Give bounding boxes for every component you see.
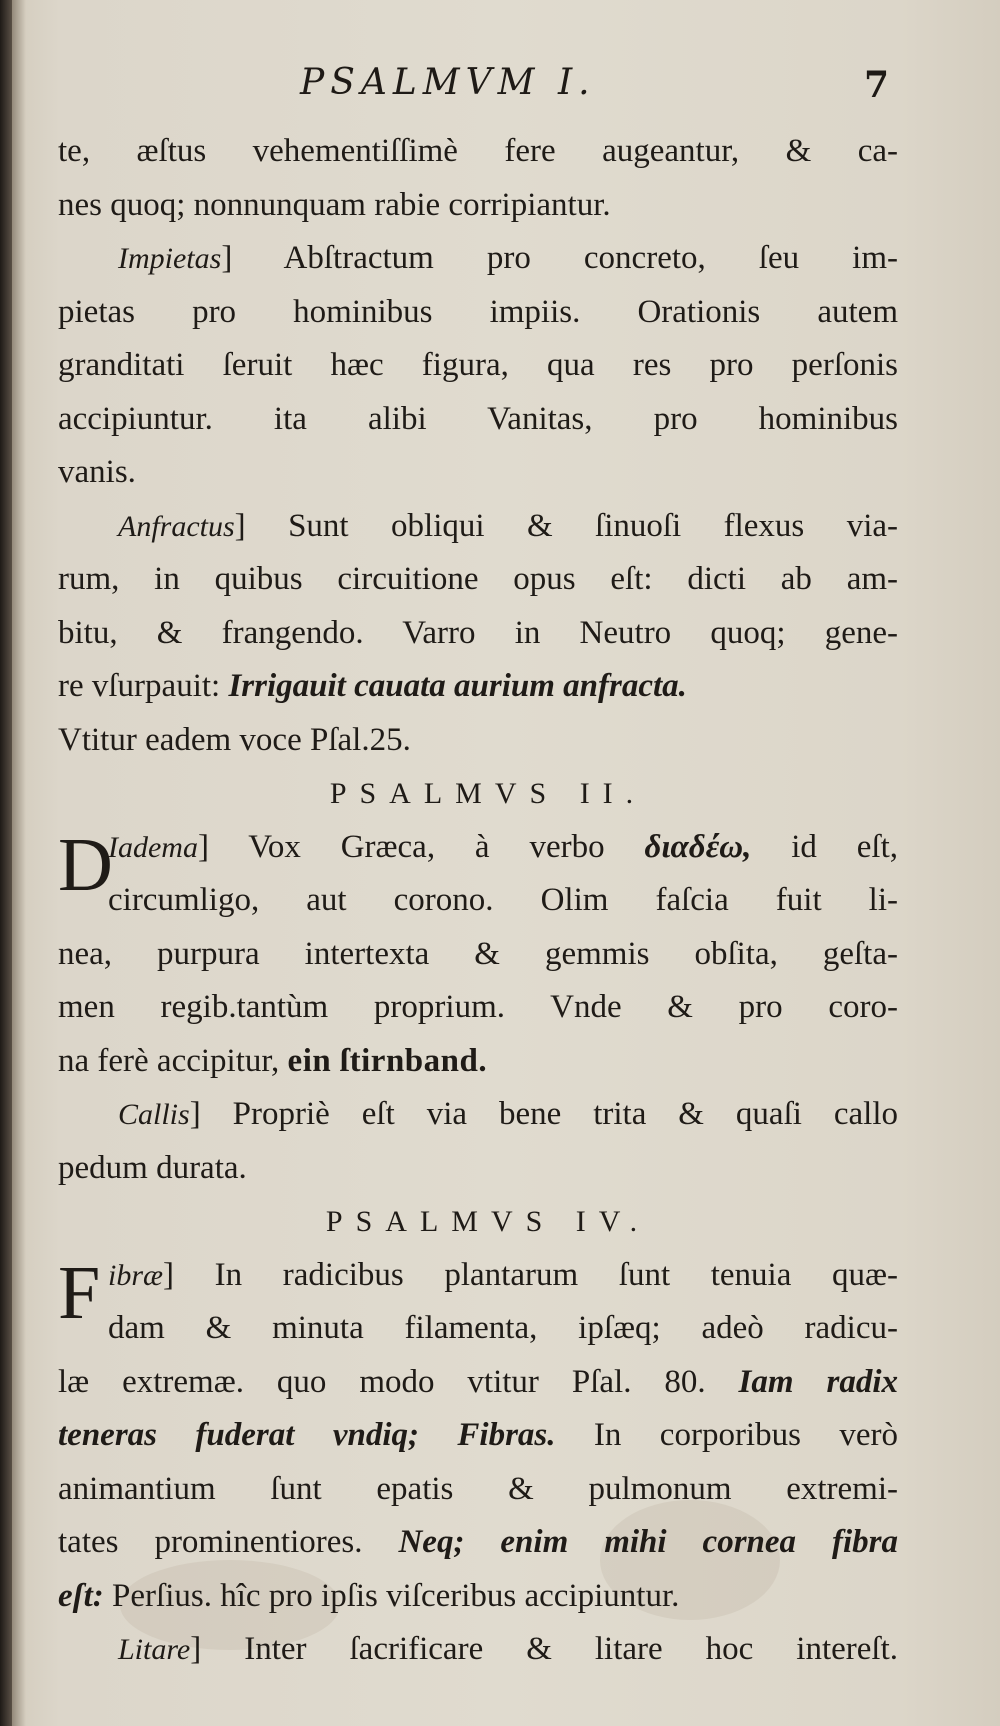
text-line (58, 1356, 898, 1410)
text-line: bitu, & frangendo. Varro in Neutro quoq; gene- (58, 614, 898, 651)
text-span: ] Propriè eſt via bene trita & quaſi callo (189, 1096, 898, 1132)
section-heading: PSALMVS II. (329, 777, 647, 810)
entry-impietas (58, 232, 898, 286)
text-line: circumligo, aut corono. Olim faſcia fuit li- (108, 882, 898, 918)
text-line: vanis. (58, 454, 136, 490)
text-span: In corporibus verò (555, 1417, 898, 1453)
text-line (58, 1516, 898, 1570)
text-line: animantium ſunt epatis & pulmonum extremi- (58, 1470, 898, 1507)
entry-callis (58, 1088, 898, 1142)
text-line: pietas pro hominibus impiis. Orationis autem (58, 293, 898, 330)
text-span: re vſurpauit: (58, 668, 229, 704)
quotation: Neq; enim mihi cornea fibra (398, 1524, 899, 1560)
text-span: ] In radicibus plantarum ſunt tenuia quæ- (163, 1256, 898, 1293)
section-heading: PSALMVS IV. (325, 1205, 651, 1238)
text-line: granditati ſeruit hæc figura, qua res pro perſonis (58, 347, 898, 383)
text-line: dam & minuta filamenta, ipſæq; adeò radicu- (108, 1310, 898, 1346)
text-span: læ extremæ. quo modo vtitur Pſal. 80. (58, 1363, 739, 1400)
text-line: pedum durata. (58, 1149, 247, 1186)
lemma: Impietas (118, 242, 222, 275)
lemma: Callis (118, 1098, 190, 1131)
text-span: ] Sunt obliqui & ſinuoſi flexus via- (234, 507, 898, 544)
text-line: nes quoq; nonnunquam rabie corripiantur. (58, 186, 611, 223)
entry-litare (58, 1623, 898, 1677)
text-span: ] Inter ſacrificare & litare hoc intereſt. (190, 1631, 898, 1667)
text-span: Perſius. hîc pro ipſis viſceribus accipiuntur. (103, 1577, 680, 1614)
german-gloss: ein ſtirnband. (287, 1042, 488, 1079)
drop-cap: F (58, 1250, 101, 1335)
greek-word: διαδέω, (644, 828, 752, 865)
commentary-text (58, 125, 898, 1677)
text-span: ] Abſtractum pro concreto, ſeu im- (221, 240, 898, 276)
text-line: te, æſtus vehementiſſimè fere augeantur, & ca- (58, 133, 898, 169)
text-span: tates prominentiores. (58, 1524, 399, 1560)
text-line: rum, in quibus circuitione opus eſt: dicti ab am- (58, 561, 898, 597)
quotation: Iam radix (738, 1363, 898, 1400)
quotation: eſt: (58, 1577, 104, 1614)
text-span: na ferè accipitur, (58, 1042, 288, 1079)
lemma: Iadema (108, 830, 198, 864)
drop-cap: D (58, 822, 113, 907)
text-line: nea, purpura intertexta & gemmis obſita, geſta- (58, 935, 898, 972)
running-title: PSALMVM I. (300, 62, 596, 103)
text-line (58, 660, 898, 714)
page-number: 7 (864, 64, 890, 106)
quotation: teneras fuderat vndiq; Fibras. (58, 1417, 556, 1453)
text-span: id eſt, (751, 828, 898, 865)
entry-anfractus (58, 500, 898, 554)
quotation: Irrigauit cauata aurium anfracta. (228, 668, 687, 704)
text-line (58, 1570, 898, 1624)
text-line: accipiuntur. ita alibi Vanitas, pro hominibus (58, 400, 898, 437)
text-line (58, 1409, 898, 1463)
lemma: Litare (118, 1633, 191, 1666)
text-line (58, 1035, 898, 1089)
text-span: ] Vox Græca, à verbo (197, 828, 645, 865)
lemma: Anfractus (118, 509, 235, 543)
running-head (0, 62, 1000, 112)
text-line: men regib.tantùm proprium. Vnde & pro coro- (58, 989, 898, 1025)
lemma: ibræ (108, 1258, 164, 1292)
text-line: Vtitur eadem voce Pſal.25. (58, 721, 411, 758)
